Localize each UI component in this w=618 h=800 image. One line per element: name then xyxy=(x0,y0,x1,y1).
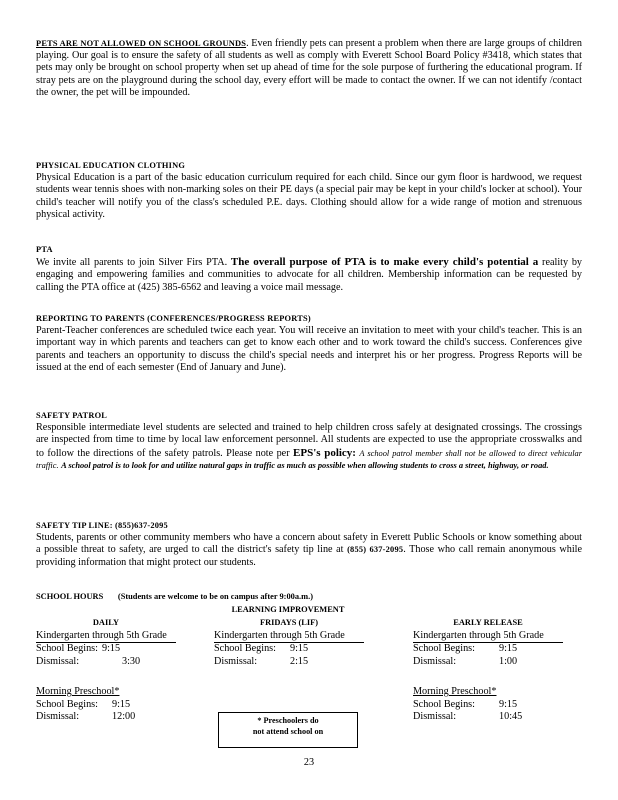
row-label: Dismissal: xyxy=(413,711,457,723)
daily-subtitle: Kindergarten through 5th Grade xyxy=(36,630,176,644)
daily-column xyxy=(36,617,176,668)
daily-row-dismissal xyxy=(36,656,176,669)
page-number: 23 xyxy=(303,757,315,768)
safety-section xyxy=(36,410,582,472)
pta-body-end: reality by engaging and empowering families and communities to advocate for all children. Membership information can be requested by calling the PTA office at (425) 385-6562 and leaving a voice mail message. xyxy=(36,257,583,293)
school-hours-title: SCHOOL HOURS xyxy=(36,592,104,601)
tipline-section xyxy=(36,520,582,569)
lif-row-begins xyxy=(214,643,364,656)
lif-column xyxy=(214,617,364,668)
note-line-2: not attend school on xyxy=(252,727,324,736)
pta-purpose: The overall purpose of PTA is to make every child's potential a xyxy=(230,256,539,269)
row-label: Dismissal: xyxy=(214,655,258,667)
reporting-body: Parent-Teacher conferences are scheduled twice each year. You will receive an invitation to meet with your child's teacher. This is an important way in which parents and teachers can get to know each other and to work toward the child's success. Conferences give parents and teachers an opportunity to discuss the child's special needs and interpret his or her progress. Progress Reports will be issued at the end of each semester (End of January and June). xyxy=(36,325,582,373)
note-line-1: * Preschoolers do xyxy=(257,716,319,725)
pta-body-start: We invite all parents to join Silver Firs PTA. xyxy=(36,257,228,269)
safety-policy-bold: A school patrol is to look for and utilize natural gaps in traffic as much as possible when allowing students to cross a street, highway, or road. xyxy=(61,460,549,470)
row-label: Dismissal: xyxy=(36,655,80,667)
row-value: 9:15 xyxy=(499,643,518,655)
safety-body: Responsible intermediate level students are selected and trained to help children cross safely at designated crossings. The crossings are inspected from time to time by local law enforcement personnel. All students are expected to use the appropriate crosswalks and to follow the directions of the safety patrols. Please note per xyxy=(36,422,582,459)
row-label: School Begins: xyxy=(36,698,98,710)
preschool-early-subtitle: Morning Preschool* xyxy=(413,686,497,697)
preschool-early-begins xyxy=(413,699,563,712)
row-value: 2:15 xyxy=(290,655,309,667)
row-label: Dismissal: xyxy=(413,655,457,667)
safety-policy-label: EPS's policy: xyxy=(293,446,356,459)
early-row-begins xyxy=(413,643,563,656)
preschool-daily-column xyxy=(36,686,176,724)
lif-title-1: LEARNING IMPROVEMENT xyxy=(231,605,345,614)
safety-policy-italic: A school patrol member shall not be allowed to direct vehicular traffic. xyxy=(36,448,582,470)
safety-heading: SAFETY PATROL xyxy=(36,411,108,420)
pe-body: Physical Education is a part of the basic education curriculum required for each child. Since our gym floor is hardwood, we request students wear tennis shoes with non-marking soles on their PE days (a special pair may be kept in your child's locker at school). Your child's teacher will notify you of the class's scheduled P.E. days. Clothing should allow for a wide range of motion and strenuous physical activity. xyxy=(36,172,582,220)
row-label: School Begins: xyxy=(413,643,475,655)
early-row-dismissal xyxy=(413,656,563,669)
lif-title-2: FRIDAYS (LIF) xyxy=(259,618,319,627)
preschool-daily-dismissal xyxy=(36,711,176,724)
preschool-note-box xyxy=(218,712,358,748)
reporting-heading: REPORTING TO PARENTS (CONFERENCES/PROGRESS REPORTS) xyxy=(36,314,311,323)
tipline-heading: SAFETY TIP LINE: (855)637-2095 xyxy=(36,521,168,530)
row-value: 1:00 xyxy=(499,655,518,667)
lif-row-dismissal xyxy=(214,656,364,669)
pe-heading: PHYSICAL EDUCATION CLOTHING xyxy=(36,161,186,170)
pta-heading: PTA xyxy=(36,245,53,254)
row-value: 9:15 xyxy=(112,698,131,710)
pets-section xyxy=(36,38,582,99)
row-value: 10:45 xyxy=(499,711,523,723)
early-release-column xyxy=(413,617,563,668)
preschool-early-column xyxy=(413,686,563,724)
school-hours-heading xyxy=(36,592,313,601)
tipline-number: (855) 637-2095 xyxy=(347,545,404,555)
row-value: 3:30 xyxy=(122,655,141,667)
preschool-early-dismissal xyxy=(413,711,563,724)
daily-row-begins xyxy=(36,643,176,656)
preschool-daily-subtitle: Morning Preschool* xyxy=(36,686,120,697)
preschool-daily-begins xyxy=(36,699,176,712)
row-label: School Begins: xyxy=(413,698,475,710)
row-label: School Begins: xyxy=(214,643,276,655)
row-value: 9:15 xyxy=(499,698,518,710)
pta-section xyxy=(36,244,582,294)
lif-subtitle: Kindergarten through 5th Grade xyxy=(214,630,364,644)
reporting-section xyxy=(36,313,582,374)
pets-heading: PETS ARE NOT ALLOWED ON SCHOOL GROUNDS xyxy=(36,39,247,48)
row-value: 9:15 xyxy=(290,643,309,655)
row-label: Dismissal: xyxy=(36,711,80,723)
daily-title: DAILY xyxy=(92,618,120,627)
tipline-body-end: . Those who call remain anonymous while providing information that might protect our students. xyxy=(36,544,583,568)
pe-section xyxy=(36,160,582,221)
row-value: 9:15 xyxy=(102,643,121,655)
tipline-body: Students, parents or other community members who have a concern about safety in Everett Public Schools or know something about a possible threat to safety, are urged to call the district's safety tip line at xyxy=(36,532,582,556)
school-hours-note: (Students are welcome to be on campus after 9:00a.m.) xyxy=(117,592,313,601)
early-subtitle: Kindergarten through 5th Grade xyxy=(413,630,563,644)
early-title: EARLY RELEASE xyxy=(453,618,523,627)
pets-body: . Even friendly pets can present a problem when there are large groups of children playing. Our goal is to ensure the safety of all students as well as comply with Everett School Board Policy #3418, which states that pets may only be brought on school property when set up ahead of time for the sole purpose of furthering the educational program. If stray pets are on the playground during the school day, every effort will be made to contact the owner. If we can not identify /contact the owner, the pet will be impounded. xyxy=(36,38,582,98)
row-label: School Begins: xyxy=(36,643,98,655)
row-value: 12:00 xyxy=(112,711,136,723)
